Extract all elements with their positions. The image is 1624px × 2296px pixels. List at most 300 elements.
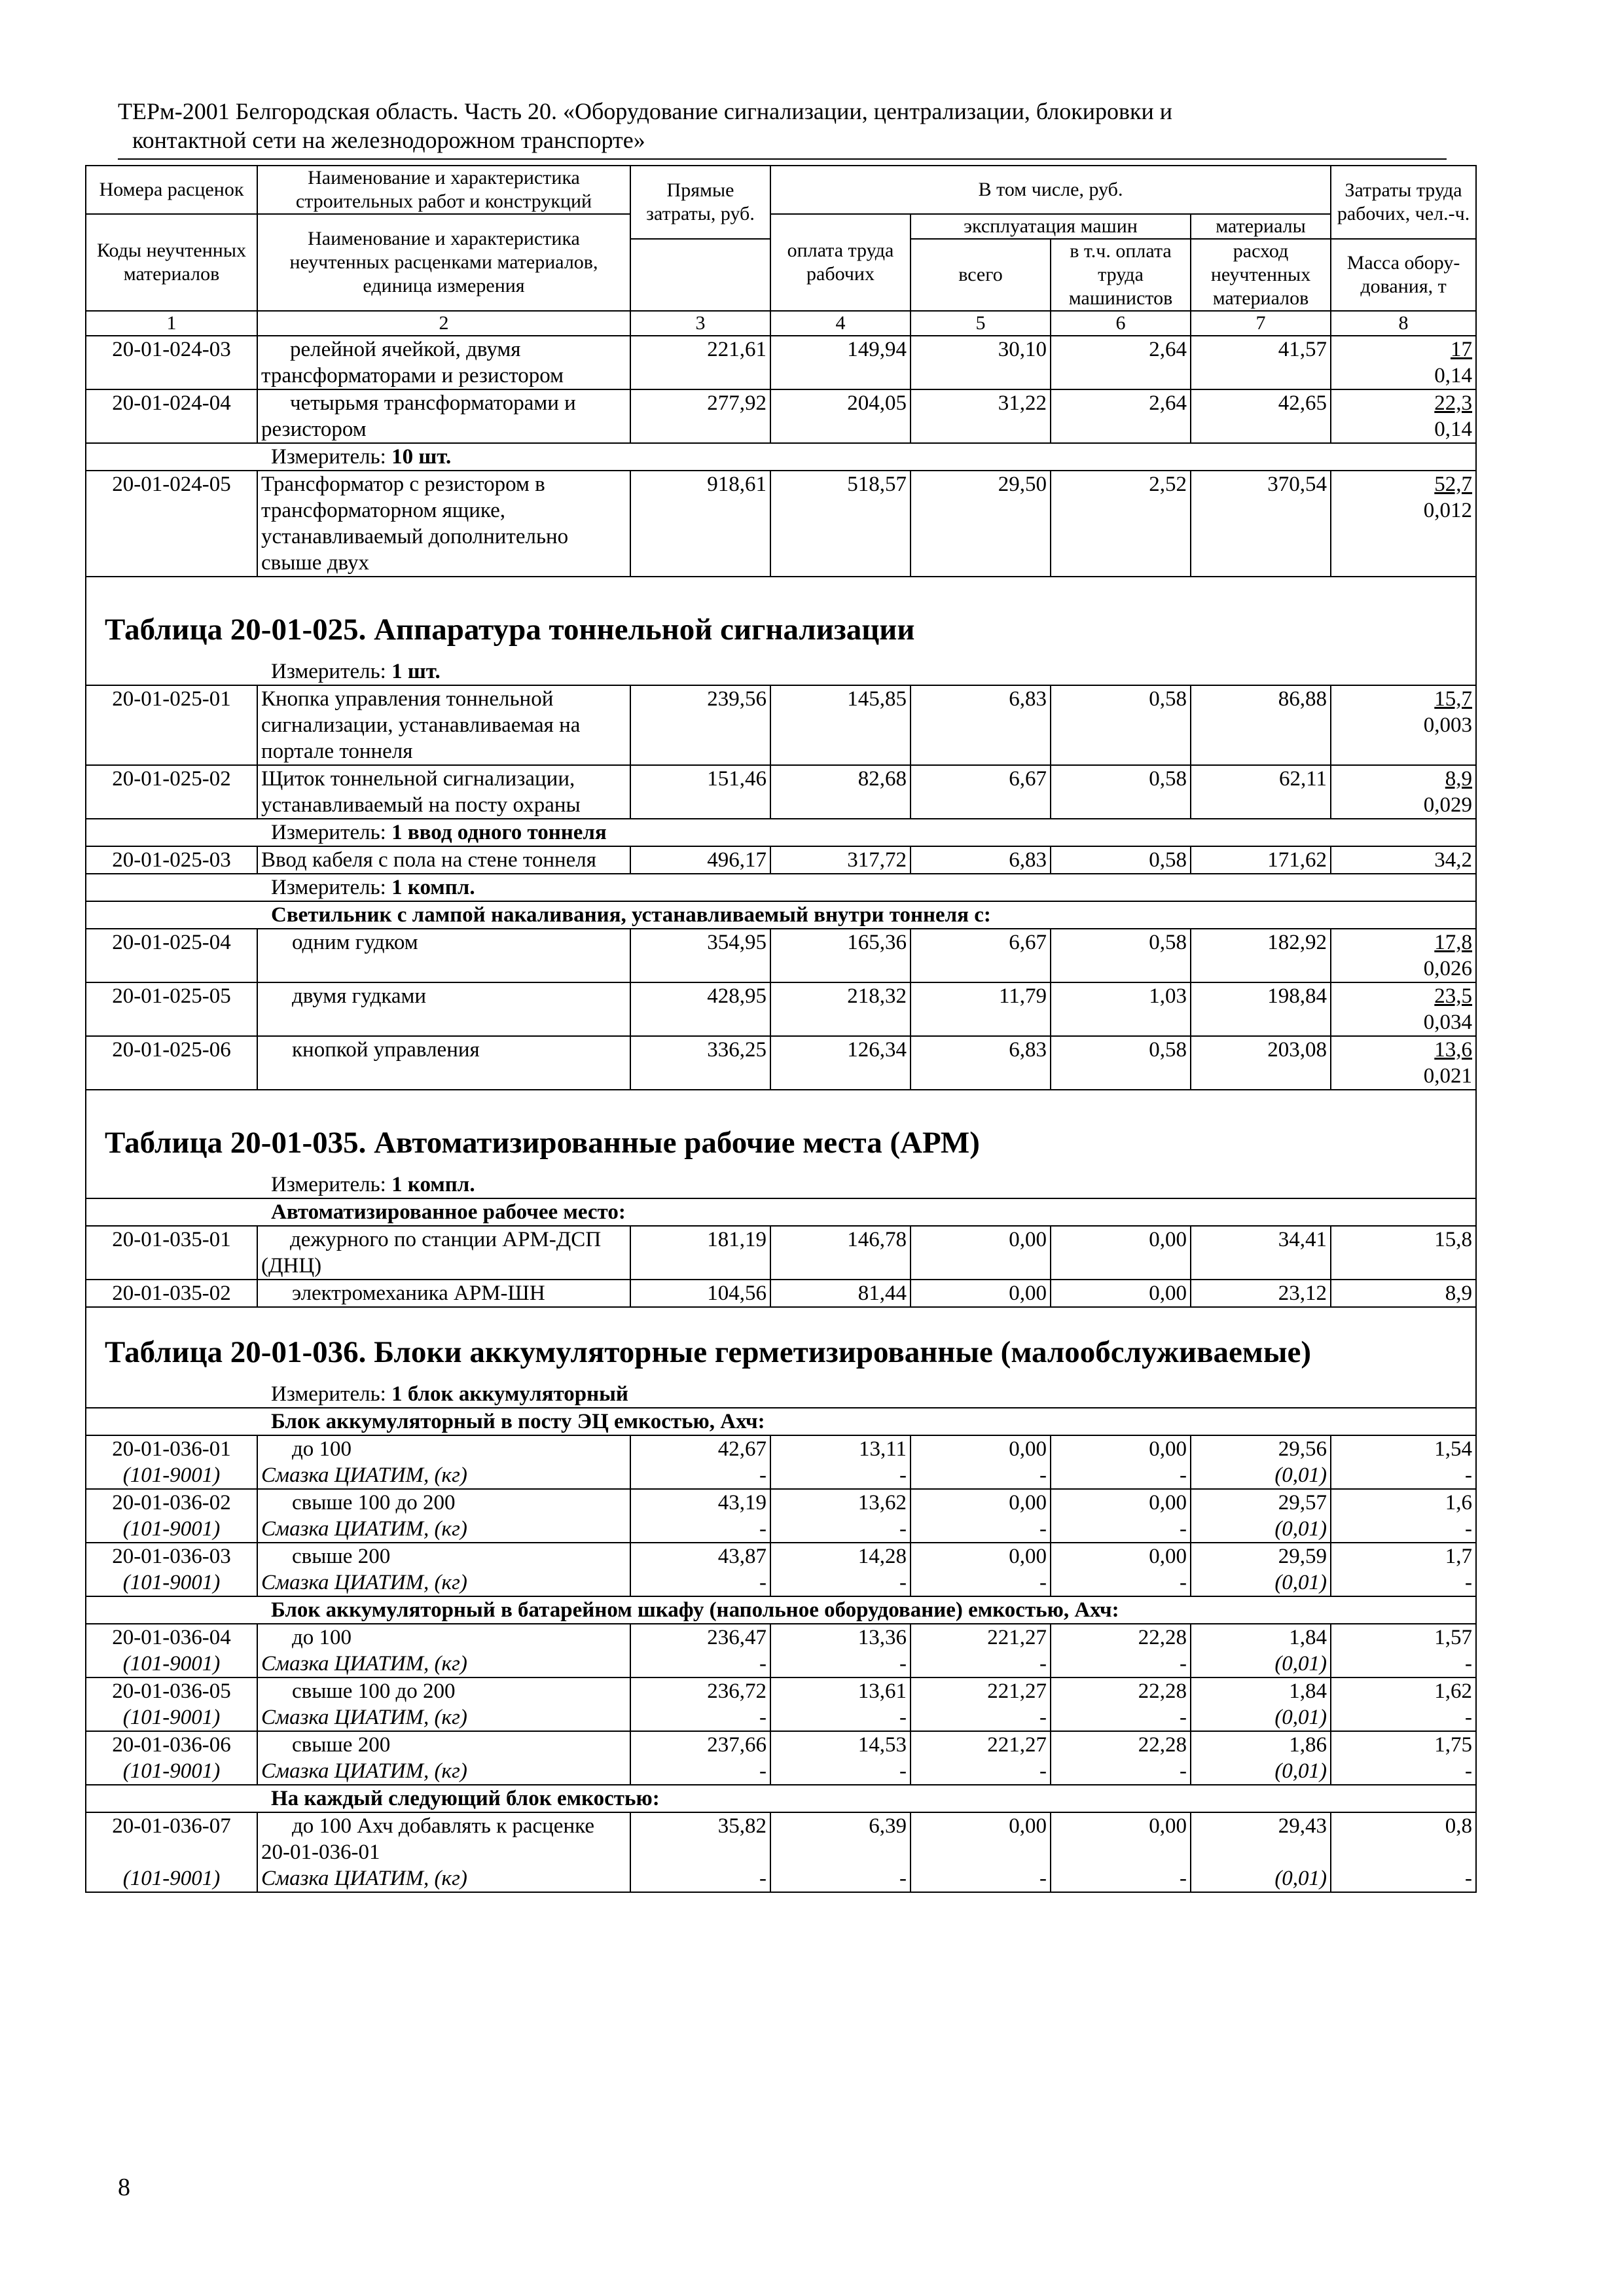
dash: - — [1039, 1517, 1047, 1541]
table-title-row — [86, 577, 1476, 658]
rate-name-cell — [257, 1489, 630, 1543]
labor-mass — [1331, 336, 1476, 389]
dash: - — [1465, 1652, 1473, 1676]
rate-code-cell — [86, 1812, 257, 1892]
direct-cost: 918,61 — [630, 471, 770, 577]
operator-cost: 2,64 — [1051, 336, 1191, 389]
direct-cost: 151,46 — [630, 765, 770, 819]
material-cost-cell — [1191, 1543, 1331, 1596]
rate-code: 20-01-036-06 — [112, 1733, 231, 1757]
col-num: 5 — [911, 311, 1051, 336]
measure-label — [86, 874, 1476, 901]
machine-cost-cell — [911, 1624, 1051, 1677]
labor-mass — [1331, 982, 1476, 1036]
rate-code: 20-01-024-03 — [86, 336, 257, 389]
material-cost: 62,11 — [1191, 765, 1331, 819]
labor-mass — [1331, 1036, 1476, 1090]
dash: - — [1465, 1571, 1473, 1594]
table-row — [86, 1489, 1476, 1543]
rate-code: 20-01-036-01 — [112, 1437, 231, 1461]
table-row — [86, 1812, 1476, 1892]
labor-hours: 17 — [1451, 338, 1473, 361]
machine-cost-cell — [911, 1489, 1051, 1543]
material-qty: (0,01) — [1274, 1463, 1327, 1487]
machine-cost: 6,83 — [911, 1036, 1051, 1090]
measure-row — [86, 1381, 1476, 1408]
group-row — [86, 901, 1476, 929]
rate-name: свыше 200 — [292, 1545, 391, 1568]
table-row — [86, 765, 1476, 819]
operator-cost-cell — [1051, 1624, 1191, 1677]
labor-cost-cell — [770, 1489, 911, 1543]
material-cost: 29,56 — [1278, 1437, 1327, 1461]
labor-hours: 1,75 — [1434, 1733, 1473, 1757]
rates-document — [85, 165, 1475, 1893]
rate-name-cell — [257, 1435, 630, 1489]
material-cost: 86,88 — [1191, 685, 1331, 765]
labor-cost: 14,28 — [857, 1545, 907, 1568]
dash: - — [899, 1759, 907, 1783]
dash: - — [1180, 1517, 1187, 1541]
group-row — [86, 1785, 1476, 1812]
table-row — [86, 1624, 1476, 1677]
labor-hours: 17,8 — [1434, 931, 1473, 954]
material-code: (101-9001) — [122, 1571, 221, 1594]
labor-mass — [1331, 765, 1476, 819]
header-rule — [118, 158, 1447, 160]
rate-code: 20-01-024-04 — [86, 389, 257, 443]
material-cost: 29,57 — [1278, 1491, 1327, 1515]
labor-hours: 13,6 — [1434, 1038, 1473, 1062]
table-row — [86, 1036, 1476, 1090]
dash: - — [1180, 1867, 1187, 1890]
direct-cost: 221,61 — [630, 336, 770, 389]
equipment-mass: 0,021 — [1423, 1064, 1473, 1088]
material-name: Смазка ЦИАТИМ, (кг) — [261, 1867, 467, 1890]
direct-cost-cell — [630, 1543, 770, 1596]
machine-cost: 0,00 — [1009, 1437, 1047, 1461]
labor-cost: 13,62 — [857, 1491, 907, 1515]
rate-code: 20-01-025-05 — [86, 982, 257, 1036]
labor-hours: 22,3 — [1434, 391, 1473, 415]
dash: - — [1465, 1517, 1473, 1541]
labor-cost-cell — [770, 1677, 911, 1731]
col-num: 6 — [1051, 311, 1191, 336]
labor-mass — [1331, 685, 1476, 765]
rate-code-cell — [86, 1731, 257, 1785]
dash: - — [1039, 1706, 1047, 1729]
column-numbers-row — [86, 311, 1476, 336]
material-name: Смазка ЦИАТИМ, (кг) — [261, 1652, 467, 1676]
rate-name-cell — [257, 1624, 630, 1677]
direct-cost: 43,19 — [717, 1491, 767, 1515]
machine-cost: 0,00 — [1009, 1545, 1047, 1568]
dash: - — [1465, 1867, 1473, 1890]
group-label: Автоматизированное рабочее место: — [86, 1198, 1476, 1226]
machines-header: эксплуатация машин — [911, 214, 1191, 239]
dash: - — [1039, 1867, 1047, 1890]
col-num: 2 — [257, 311, 630, 336]
rate-code-cell — [86, 1543, 257, 1596]
rate-code: 20-01-035-01 — [86, 1226, 257, 1280]
group-label: Светильник с лампой накаливания, устанавливаемый внутри тоннеля с: — [86, 901, 1476, 929]
operator-cost: 0,00 — [1149, 1437, 1187, 1461]
labor-hours: 52,7 — [1434, 473, 1473, 496]
direct-cost: 237,66 — [707, 1733, 767, 1757]
dash: - — [899, 1652, 907, 1676]
table-title: Таблица 20-01-025. Аппаратура тоннельной сигнализации — [86, 577, 1476, 658]
machine-cost: 221,27 — [987, 1626, 1047, 1649]
material-cost-cell — [1191, 1731, 1331, 1785]
measure-prefix: Измеритель: — [271, 876, 392, 899]
measure-unit: 1 компл. — [391, 1173, 475, 1196]
measure-unit: 1 ввод одного тоннеля — [391, 821, 607, 844]
material-qty: (0,01) — [1274, 1706, 1327, 1729]
machine-cost: 6,67 — [911, 929, 1051, 982]
material-cost: 171,62 — [1191, 846, 1331, 874]
labor-hours: 1,62 — [1434, 1679, 1473, 1703]
operator-cost: 0,58 — [1051, 929, 1191, 982]
rate-name: кнопкой управления — [257, 1036, 630, 1090]
material-name: Смазка ЦИАТИМ, (кг) — [261, 1706, 467, 1729]
dash: - — [1180, 1571, 1187, 1594]
operator-cost: 22,28 — [1138, 1626, 1187, 1649]
material-cost: 41,57 — [1191, 336, 1331, 389]
rate-name: до 100 Ахч добавлять к расценке 20-01-036-01 — [261, 1814, 594, 1864]
machine-cost-cell — [911, 1731, 1051, 1785]
operator-cost: 0,00 — [1051, 1280, 1191, 1307]
labor-cost: 146,78 — [770, 1226, 911, 1280]
col8-header-bottom: Масса обору-дования, т — [1331, 239, 1476, 311]
direct-cost: 239,56 — [630, 685, 770, 765]
machine-cost: 29,50 — [911, 471, 1051, 577]
material-cost: 29,59 — [1278, 1545, 1327, 1568]
header-line-1: ТЕРм-2001 Белгородская область. Часть 20. «Оборудование сигнализации, централизации, блокировки и — [118, 98, 1173, 124]
operator-cost-cell — [1051, 1489, 1191, 1543]
rate-code: 20-01-035-02 — [86, 1280, 257, 1307]
equipment-mass: 0,029 — [1423, 793, 1473, 817]
material-cost: 182,92 — [1191, 929, 1331, 982]
labor-hours-cell — [1331, 1812, 1476, 1892]
direct-cost: 277,92 — [630, 389, 770, 443]
rate-name: до 100 — [292, 1437, 352, 1461]
operator-cost: 22,28 — [1138, 1733, 1187, 1757]
rates-table — [85, 165, 1477, 1893]
machine-cost-cell — [911, 1677, 1051, 1731]
dash: - — [1465, 1759, 1473, 1783]
operator-cost: 0,00 — [1149, 1814, 1187, 1838]
operator-cost-cell — [1051, 1543, 1191, 1596]
machine-cost-cell — [911, 1543, 1051, 1596]
table-row — [86, 336, 1476, 389]
labor-cost: 13,61 — [857, 1679, 907, 1703]
direct-cost-cell — [630, 1435, 770, 1489]
labor-cost: 149,94 — [770, 336, 911, 389]
labor-cost: 165,36 — [770, 929, 911, 982]
equipment-mass: 0,034 — [1423, 1011, 1473, 1034]
rate-name: одним гудком — [257, 929, 630, 982]
rate-name: свыше 100 до 200 — [292, 1491, 456, 1515]
measure-unit: 1 компл. — [391, 876, 475, 899]
measure-label — [86, 819, 1476, 846]
machine-cost: 0,00 — [911, 1226, 1051, 1280]
rate-name: четырьмя трансформаторами и резистором — [257, 389, 630, 443]
direct-cost: 336,25 — [630, 1036, 770, 1090]
rate-name: электромеханика АРМ-ШН — [257, 1280, 630, 1307]
rate-name: свыше 100 до 200 — [292, 1679, 456, 1703]
direct-cost: 104,56 — [630, 1280, 770, 1307]
including-header: В том числе, руб. — [770, 166, 1331, 214]
dash: - — [759, 1517, 767, 1541]
rate-code: 20-01-025-01 — [86, 685, 257, 765]
operator-cost: 0,00 — [1051, 1226, 1191, 1280]
dash: - — [1180, 1652, 1187, 1676]
labor-cost: 518,57 — [770, 471, 911, 577]
table-title-row — [86, 1307, 1476, 1381]
machine-cost: 0,00 — [911, 1280, 1051, 1307]
labor-hours-cell — [1331, 1624, 1476, 1677]
material-cost: 23,12 — [1191, 1280, 1331, 1307]
machine-cost: 11,79 — [911, 982, 1051, 1036]
material-cost-cell — [1191, 1812, 1331, 1892]
machine-cost: 221,27 — [987, 1679, 1047, 1703]
labor-hours: 15,8 — [1331, 1226, 1476, 1280]
direct-cost: 236,72 — [707, 1679, 767, 1703]
rate-code: 20-01-036-04 — [112, 1626, 231, 1649]
rate-name-cell — [257, 1731, 630, 1785]
labor-cost: 6,39 — [869, 1814, 907, 1838]
group-row — [86, 1408, 1476, 1435]
col-num: 4 — [770, 311, 911, 336]
labor-cost: 81,44 — [770, 1280, 911, 1307]
dash: - — [899, 1867, 907, 1890]
operator-cost-cell — [1051, 1731, 1191, 1785]
measure-prefix: Измеритель: — [271, 1173, 392, 1196]
rate-name: Ввод кабеля с пола на стене тоннеля — [257, 846, 630, 874]
direct-cost: 428,95 — [630, 982, 770, 1036]
measure-row — [86, 1172, 1476, 1198]
operator-cost: 22,28 — [1138, 1679, 1187, 1703]
labor-cost-cell — [770, 1435, 911, 1489]
rate-code-cell — [86, 1489, 257, 1543]
dash: - — [1039, 1463, 1047, 1487]
labor-cost-cell — [770, 1543, 911, 1596]
dash: - — [899, 1706, 907, 1729]
measure-label — [86, 658, 1476, 685]
group-row — [86, 1596, 1476, 1624]
labor-mass — [1331, 929, 1476, 982]
group-label: Блок аккумуляторный в батарейном шкафу (напольное оборудование) емкостью, Ахч: — [86, 1596, 1476, 1624]
col6-header: в т.ч. оплата труда машинистов — [1051, 239, 1191, 311]
table-row — [86, 389, 1476, 443]
table-title-row — [86, 1090, 1476, 1172]
rate-code: 20-01-036-05 — [112, 1679, 231, 1703]
measure-unit: 1 блок аккумуляторный — [391, 1382, 628, 1406]
col-num: 7 — [1191, 311, 1331, 336]
labor-hours-cell — [1331, 1543, 1476, 1596]
material-cost: 1,84 — [1289, 1679, 1327, 1703]
rate-code: 20-01-036-02 — [112, 1491, 231, 1515]
material-qty: (0,01) — [1274, 1867, 1327, 1890]
material-code: (101-9001) — [122, 1463, 221, 1487]
labor-cost: 13,11 — [858, 1437, 907, 1461]
materials-header: материалы — [1191, 214, 1331, 239]
rate-code: 20-01-025-03 — [86, 846, 257, 874]
material-qty: (0,01) — [1274, 1517, 1327, 1541]
col5-header: всего — [911, 239, 1051, 311]
page-header — [118, 97, 1492, 154]
direct-cost: 35,82 — [717, 1814, 767, 1838]
measure-row — [86, 874, 1476, 901]
measure-prefix: Измеритель: — [271, 1382, 392, 1406]
material-name: Смазка ЦИАТИМ, (кг) — [261, 1463, 467, 1487]
labor-cost: 317,72 — [770, 846, 911, 874]
labor-hours: 8,9 — [1331, 1280, 1476, 1307]
table-row — [86, 846, 1476, 874]
rate-code-cell — [86, 1435, 257, 1489]
labor-mass — [1331, 471, 1476, 577]
operator-cost: 0,58 — [1051, 1036, 1191, 1090]
labor-hours: 15,7 — [1434, 687, 1473, 711]
dash: - — [899, 1517, 907, 1541]
table-row — [86, 1226, 1476, 1280]
measure-label — [86, 443, 1476, 471]
machine-cost: 30,10 — [911, 336, 1051, 389]
material-qty: (0,01) — [1274, 1652, 1327, 1676]
direct-cost: 42,67 — [717, 1437, 767, 1461]
table-row — [86, 1543, 1476, 1596]
measure-prefix: Измеритель: — [271, 821, 392, 844]
labor-hours: 34,2 — [1331, 846, 1476, 874]
operator-cost-cell — [1051, 1812, 1191, 1892]
group-label: Блок аккумуляторный в посту ЭЦ емкостью, Ахч: — [86, 1408, 1476, 1435]
direct-cost-cell — [630, 1624, 770, 1677]
operator-cost: 2,52 — [1051, 471, 1191, 577]
header-line-2: контактной сети на железнодорожном транспорте» — [132, 127, 645, 153]
table-row — [86, 1677, 1476, 1731]
material-code: (101-9001) — [122, 1652, 221, 1676]
material-cost: 198,84 — [1191, 982, 1331, 1036]
labor-cost: 145,85 — [770, 685, 911, 765]
col2-header-bottom: Наименование и характеристика неучтенных расценками материалов, единица измерения — [257, 214, 630, 311]
dash: - — [899, 1463, 907, 1487]
labor-hours: 0,8 — [1445, 1814, 1473, 1838]
rate-name: до 100 — [292, 1626, 352, 1649]
table-row — [86, 982, 1476, 1036]
equipment-mass: 0,026 — [1423, 957, 1473, 980]
operator-cost: 0,00 — [1149, 1491, 1187, 1515]
operator-cost: 2,64 — [1051, 389, 1191, 443]
rate-code-cell — [86, 1624, 257, 1677]
table-row — [86, 1731, 1476, 1785]
material-cost-cell — [1191, 1677, 1331, 1731]
dash: - — [759, 1571, 767, 1594]
operator-cost: 0,58 — [1051, 846, 1191, 874]
table-title: Таблица 20-01-036. Блоки аккумуляторные герметизированные (малообслуживаемые) — [86, 1307, 1476, 1381]
direct-cost: 43,87 — [717, 1545, 767, 1568]
labor-hours-cell — [1331, 1435, 1476, 1489]
equipment-mass: 0,14 — [1434, 364, 1473, 387]
direct-cost-cell — [630, 1812, 770, 1892]
material-name: Смазка ЦИАТИМ, (кг) — [261, 1571, 467, 1594]
rate-name: Щиток тоннельной сигнализации, устанавливаемый на посту охраны — [257, 765, 630, 819]
material-qty: (0,01) — [1274, 1571, 1327, 1594]
direct-cost: 181,19 — [630, 1226, 770, 1280]
measure-label — [86, 1172, 1476, 1198]
equipment-mass: 0,003 — [1423, 713, 1473, 737]
machine-cost: 0,00 — [1009, 1491, 1047, 1515]
labor-hours-cell — [1331, 1489, 1476, 1543]
rate-name: Кнопка управления тоннельной сигнализации, устанавливаемая на портале тоннеля — [257, 685, 630, 765]
measure-label — [86, 1381, 1476, 1408]
machine-cost: 6,67 — [911, 765, 1051, 819]
material-cost: 203,08 — [1191, 1036, 1331, 1090]
rate-code: 20-01-025-04 — [86, 929, 257, 982]
dash: - — [1180, 1463, 1187, 1487]
labor-hours: 1,54 — [1434, 1437, 1473, 1461]
dash: - — [759, 1759, 767, 1783]
rate-name-cell — [257, 1543, 630, 1596]
material-cost: 29,43 — [1278, 1814, 1327, 1838]
table-row — [86, 471, 1476, 577]
material-cost-cell — [1191, 1435, 1331, 1489]
col8-header-top: Затраты труда рабочих, чел.-ч. — [1331, 166, 1476, 239]
operator-cost-cell — [1051, 1677, 1191, 1731]
labor-hours: 1,7 — [1445, 1545, 1473, 1568]
labor-cost: 126,34 — [770, 1036, 911, 1090]
table-row — [86, 1280, 1476, 1307]
direct-cost-cell — [630, 1731, 770, 1785]
dash: - — [1039, 1571, 1047, 1594]
col-num: 1 — [86, 311, 257, 336]
material-qty: (0,01) — [1274, 1759, 1327, 1783]
table-row — [86, 1435, 1476, 1489]
dash: - — [759, 1652, 767, 1676]
labor-cost-cell — [770, 1731, 911, 1785]
measure-prefix: Измеритель: — [271, 660, 392, 683]
measure-prefix: Измеритель: — [271, 445, 392, 469]
measure-row — [86, 658, 1476, 685]
col2-header-top: Наименование и характеристика строительных работ и конструкций — [257, 166, 630, 214]
dash: - — [1180, 1706, 1187, 1729]
material-name: Смазка ЦИАТИМ, (кг) — [261, 1759, 467, 1783]
col7-header: расход неучтенных материалов — [1191, 239, 1331, 311]
measure-unit: 10 шт. — [391, 445, 452, 469]
direct-cost-cell — [630, 1489, 770, 1543]
col1-header-top: Номера расценок — [86, 166, 257, 214]
col3-header: Прямые затраты, руб. — [630, 166, 770, 239]
operator-cost: 0,58 — [1051, 685, 1191, 765]
col4-header: оплата труда рабочих — [770, 214, 911, 311]
rate-name: Трансформатор с резистором в трансформаторном ящике, устанавливаемый дополнительно свыше двух — [257, 471, 630, 577]
material-code: (101-9001) — [122, 1706, 221, 1729]
dash: - — [759, 1463, 767, 1487]
operator-cost-cell — [1051, 1435, 1191, 1489]
group-label: На каждый следующий блок емкостью: — [86, 1785, 1476, 1812]
machine-cost: 6,83 — [911, 685, 1051, 765]
rate-name-cell — [257, 1812, 630, 1892]
col-num: 8 — [1331, 311, 1476, 336]
machine-cost-cell — [911, 1812, 1051, 1892]
dash: - — [1465, 1706, 1473, 1729]
rate-name-cell — [257, 1677, 630, 1731]
direct-cost-cell — [630, 1677, 770, 1731]
labor-hours-cell — [1331, 1677, 1476, 1731]
dash: - — [759, 1867, 767, 1890]
col-num: 3 — [630, 311, 770, 336]
labor-cost-cell — [770, 1624, 911, 1677]
rate-code-cell — [86, 1677, 257, 1731]
